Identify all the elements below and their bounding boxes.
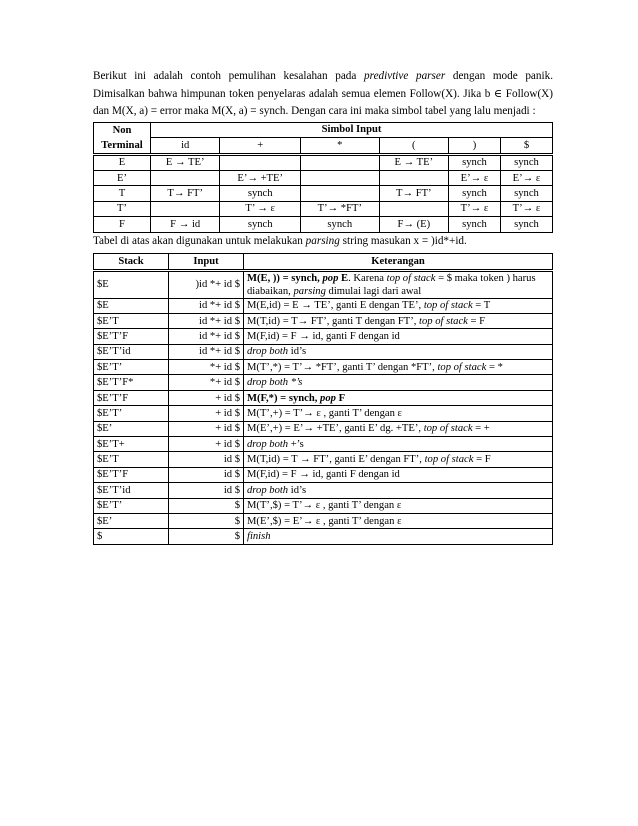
table-cell: T→ FT’ <box>151 186 220 201</box>
table-row <box>94 406 553 421</box>
text-run: +’s <box>288 438 304 450</box>
table-row <box>94 498 553 513</box>
input-cell: )id *+ id $ <box>169 270 244 298</box>
stack-cell: $E’T’ <box>94 360 169 375</box>
text-run: pop <box>320 392 336 404</box>
keterangan-cell <box>244 298 553 313</box>
text-run: = F <box>473 454 491 466</box>
table-row <box>94 313 553 328</box>
text-run: = * <box>486 361 503 373</box>
text-run: finish <box>247 531 271 543</box>
keterangan-cell <box>244 467 553 482</box>
input-cell: + id $ <box>169 390 244 405</box>
stack-cell: $E’T+ <box>94 437 169 452</box>
keterangan-cell <box>244 344 553 359</box>
table-cell <box>300 170 379 185</box>
table-cell: synch <box>448 217 500 232</box>
input-header: Input <box>169 254 244 270</box>
input-cell: id *+ id $ <box>169 298 244 313</box>
keterangan-cell <box>244 498 553 513</box>
text-run: M(F,*) = synch, <box>247 392 321 404</box>
input-cell: $ <box>169 513 244 528</box>
text-run: = T <box>472 300 491 312</box>
nonterminal-cell: F <box>94 217 151 232</box>
table-cell: E’→ ε <box>448 170 500 185</box>
table-row <box>94 375 553 390</box>
column-header: id <box>151 138 220 154</box>
input-cell: id $ <box>169 467 244 482</box>
document-page <box>93 68 553 545</box>
table-row <box>94 201 553 216</box>
table-row <box>94 467 553 482</box>
text-run: drop both <box>247 346 289 358</box>
text-run: M(T’,*) = T’→ *FT’, ganti T’ dengan *FT’, <box>247 361 438 373</box>
table-row <box>94 344 553 359</box>
text-run: dengan mode panik. Dimisalkan bahwa himpunan token penyelaras adalah semua elemen Follow(X). Jika b ∈ Follow(X) dan M(X, a) = error maka M(X, a) = synch. Dengan cara ini maka simbol tabel yang lalu menjadi : <box>93 70 553 118</box>
input-cell: + id $ <box>169 406 244 421</box>
text-run: string masukan x = )id*+id. <box>339 234 467 247</box>
text-run: = + <box>472 423 490 435</box>
table-cell: synch <box>448 154 500 170</box>
table-cell: E → TE’ <box>379 154 448 170</box>
text-run: predivtive parser <box>364 70 446 82</box>
table-cell: synch <box>220 186 301 201</box>
stack-cell: $E’ <box>94 421 169 436</box>
keterangan-cell <box>244 406 553 421</box>
table-row <box>94 298 553 313</box>
text-run: Tabel di atas akan digunakan untuk melakukan <box>93 234 306 247</box>
text-run: M(E’,$) = E’→ ε , ganti T’ dengan ε <box>247 515 402 527</box>
table-row <box>94 390 553 405</box>
table-row <box>94 329 553 344</box>
keterangan-header: Keterangan <box>244 254 553 270</box>
table-cell <box>220 154 301 170</box>
table-cell: synch <box>500 186 552 201</box>
nonterminal-cell: E’ <box>94 170 151 185</box>
text-run: pop <box>322 272 339 284</box>
table-row <box>94 437 553 452</box>
table-cell: F → id <box>151 217 220 232</box>
keterangan-cell <box>244 360 553 375</box>
parse-trace-table <box>93 253 553 545</box>
table-row <box>94 529 553 544</box>
stack-cell: $E’T’F <box>94 467 169 482</box>
stack-cell: $E’T’ <box>94 498 169 513</box>
table-cell: T’→ *FT’ <box>300 201 379 216</box>
table-row <box>94 217 553 232</box>
nonterminal-cell: T’ <box>94 201 151 216</box>
stack-cell: $E’T’F <box>94 390 169 405</box>
text-run: top of stack <box>386 272 436 284</box>
column-header: + <box>220 138 301 154</box>
stack-cell: $E’ <box>94 513 169 528</box>
table-cell: synch <box>500 217 552 232</box>
stack-cell: $E’T’id <box>94 483 169 498</box>
text-run: M(F,id) = F → id, ganti F dengan id <box>247 330 400 342</box>
input-symbol-header: Simbol Input <box>151 122 553 137</box>
input-cell: id *+ id $ <box>169 344 244 359</box>
keterangan-cell <box>244 529 553 544</box>
nonterminal-header-line2: Terminal <box>94 138 151 154</box>
text-run: M(T’,+) = T’→ ε , ganti T’ dengan ε <box>247 407 403 419</box>
stack-cell: $E’T’ <box>94 406 169 421</box>
text-run: = F <box>467 315 486 327</box>
keterangan-cell <box>244 437 553 452</box>
table-cell <box>151 170 220 185</box>
text-run: Berikut ini adalah contoh pemulihan kesalahan pada <box>93 70 365 82</box>
keterangan-cell <box>244 513 553 528</box>
stack-cell: $E’T <box>94 452 169 467</box>
stack-cell: $ <box>94 529 169 544</box>
input-cell: $ <box>169 498 244 513</box>
keterangan-cell <box>244 329 553 344</box>
input-cell: + id $ <box>169 421 244 436</box>
table-cell: T’→ ε <box>500 201 552 216</box>
table-cell: F→ (E) <box>379 217 448 232</box>
column-header: $ <box>500 138 552 154</box>
text-run: M(E, )) = synch, <box>247 272 323 284</box>
nonterminal-cell: T <box>94 186 151 201</box>
text-run: F <box>335 392 346 404</box>
text-run: M(T,id) = T→ FT’, ganti T dengan FT’, <box>247 315 420 327</box>
text-run: drop both <box>247 438 289 450</box>
table-row <box>94 270 553 298</box>
text-run: id’s <box>288 484 307 496</box>
table-row <box>94 452 553 467</box>
text-run: . Karena <box>348 272 387 284</box>
intro-paragraph <box>93 68 553 121</box>
table-row <box>94 421 553 436</box>
text-run: M(E’,+) = E’→ +TE’, ganti E’ dg. +TE’, <box>247 423 424 435</box>
text-run: top of stack <box>424 454 474 466</box>
table-cell: T’→ ε <box>448 201 500 216</box>
table-cell: T→ FT’ <box>379 186 448 201</box>
text-run: dimulai lagi dari awal <box>325 285 422 297</box>
text-run: top of stack <box>419 315 468 327</box>
text-run: top of stack <box>437 361 487 373</box>
table-cell <box>379 170 448 185</box>
input-cell: $ <box>169 529 244 544</box>
table-row <box>94 360 553 375</box>
text-run: top of stack <box>423 423 473 435</box>
table-cell <box>300 186 379 201</box>
stack-cell: $E <box>94 298 169 313</box>
text-run: drop both <box>247 484 289 496</box>
stack-cell: $E’T’F <box>94 329 169 344</box>
table-cell: synch <box>220 217 301 232</box>
text-run: drop both <box>247 377 289 389</box>
input-cell: *+ id $ <box>169 360 244 375</box>
second-paragraph <box>93 233 553 251</box>
column-header: * <box>300 138 379 154</box>
keterangan-cell <box>244 390 553 405</box>
table-cell: synch <box>448 186 500 201</box>
text-run: M(E,id) = E → TE’, ganti E dengan TE’, <box>247 300 424 312</box>
keterangan-cell <box>244 270 553 298</box>
nonterminal-header-line1: Non <box>94 122 151 137</box>
input-cell: id *+ id $ <box>169 329 244 344</box>
text-run: top of stack <box>423 300 473 312</box>
nonterminal-cell: E <box>94 154 151 170</box>
input-cell: + id $ <box>169 437 244 452</box>
text-run: id’s <box>288 346 307 358</box>
text-run: M(F,id) = F → id, ganti F dengan id <box>247 469 400 481</box>
table-cell: E’→ ε <box>500 170 552 185</box>
table-row <box>94 483 553 498</box>
table-cell: synch <box>500 154 552 170</box>
table-cell <box>151 201 220 216</box>
table-row <box>94 154 553 170</box>
table-cell <box>300 154 379 170</box>
input-cell: id $ <box>169 452 244 467</box>
column-header: ( <box>379 138 448 154</box>
input-cell: id $ <box>169 483 244 498</box>
table-row <box>94 170 553 185</box>
input-cell: id *+ id $ <box>169 313 244 328</box>
stack-cell: $E’T’F* <box>94 375 169 390</box>
keterangan-cell <box>244 452 553 467</box>
text-run: *’s <box>288 377 303 389</box>
stack-header: Stack <box>94 254 169 270</box>
text-run: parsing <box>293 285 326 297</box>
stack-cell: $E <box>94 270 169 298</box>
text-run: M(T,id) = T → FT’, ganti E’ dengan FT’, <box>247 454 425 466</box>
keterangan-cell <box>244 313 553 328</box>
table-cell: E → TE’ <box>151 154 220 170</box>
column-header: ) <box>448 138 500 154</box>
stack-cell: $E’T <box>94 313 169 328</box>
input-cell: *+ id $ <box>169 375 244 390</box>
text-run: E <box>338 272 349 284</box>
keterangan-cell <box>244 483 553 498</box>
keterangan-cell <box>244 375 553 390</box>
table-cell <box>379 201 448 216</box>
text-run: parsing <box>305 234 340 247</box>
text-run: M(T’,$) = T’→ ε , ganti T’ dengan ε <box>247 500 402 512</box>
table-cell: synch <box>300 217 379 232</box>
table-row <box>94 186 553 201</box>
table-cell: T’ → ε <box>220 201 301 216</box>
parsing-table <box>93 122 553 233</box>
table-cell: E’→ +TE’ <box>220 170 301 185</box>
text-run: = $ maka token ) harus diabaikan, <box>247 272 536 297</box>
stack-cell: $E’T’id <box>94 344 169 359</box>
table-row <box>94 513 553 528</box>
keterangan-cell <box>244 421 553 436</box>
